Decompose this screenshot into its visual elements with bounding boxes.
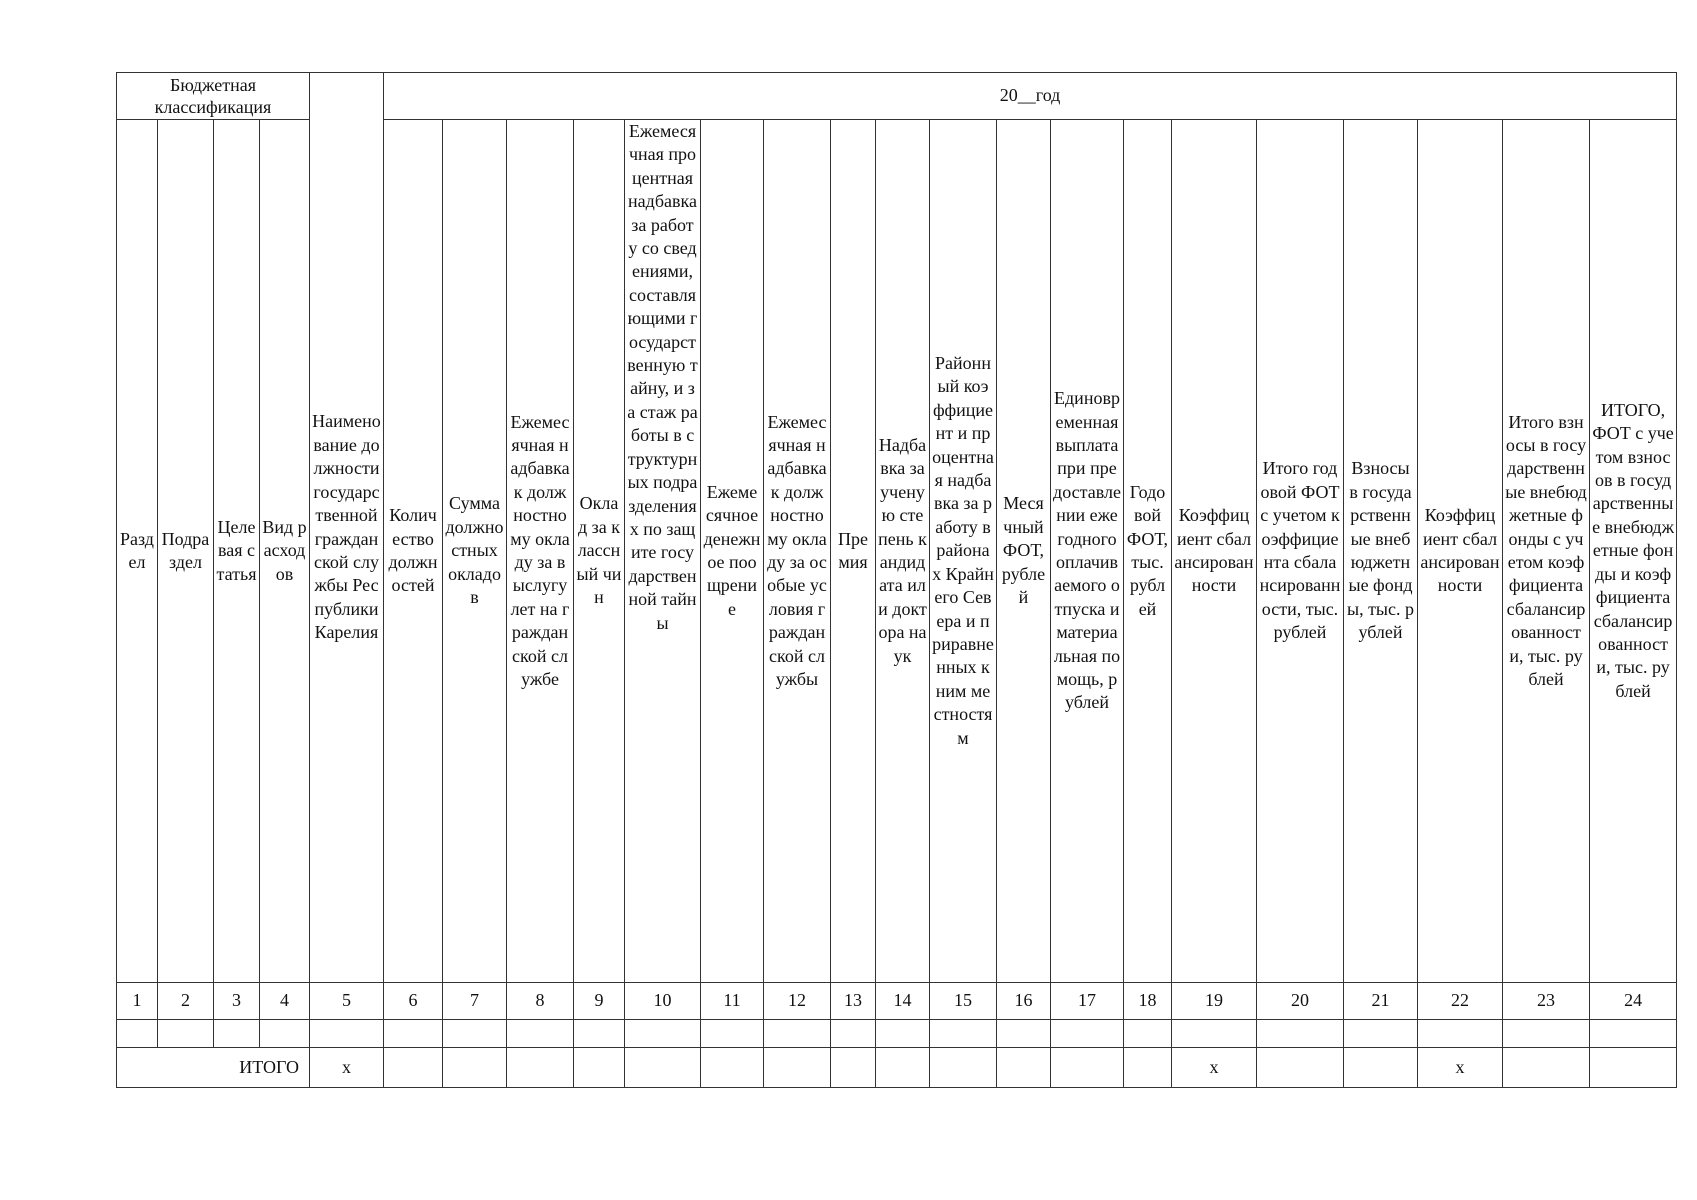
column-number: 18	[1124, 983, 1172, 1020]
column-number: 16	[997, 983, 1051, 1020]
header-col-10: Ежемесячная процентная надбавка за работу со сведениями, составляющими государственную тайну, и за стаж работы в структурных подразделениях по защите государственной тайны	[625, 120, 701, 983]
table-cell	[1124, 1020, 1172, 1048]
total-col-5: х	[310, 1048, 384, 1088]
table-cell	[574, 1020, 625, 1048]
table-cell	[764, 1020, 831, 1048]
table-cell	[831, 1020, 876, 1048]
table-cell	[1590, 1048, 1677, 1088]
table-cell	[831, 1048, 876, 1088]
header-col-14: Надбавка за ученую степень кандидата или доктора наук	[876, 120, 930, 983]
budget-table	[116, 72, 1677, 1088]
table-cell	[507, 1048, 574, 1088]
table-cell	[930, 1048, 997, 1088]
column-number: 12	[764, 983, 831, 1020]
header-col-21: Взносы в государственные внебюджетные фонды, тыс. рублей	[1344, 120, 1418, 983]
column-number: 2	[158, 983, 214, 1020]
table-cell	[1418, 1020, 1503, 1048]
header-col-18: Годовой ФОТ, тыс. рублей	[1124, 120, 1172, 983]
header-col-5: Наименование должности государственной гражданской службы Республики Карелия	[310, 73, 384, 983]
header-col-17: Единовременная выплата при предоставлении ежегодного оплачиваемого отпуска и материальная помощь, рублей	[1051, 120, 1124, 983]
column-number: 8	[507, 983, 574, 1020]
header-col-24: ИТОГО, ФОТ с учетом взносов в государственные внебюджетные фонды и коэффициента сбалансированности, тыс. рублей	[1590, 120, 1677, 983]
table-cell	[507, 1020, 574, 1048]
column-number: 5	[310, 983, 384, 1020]
table-cell	[876, 1020, 930, 1048]
header-col-2: Подраздел	[158, 120, 214, 983]
table-cell	[1051, 1020, 1124, 1048]
table-cell	[574, 1048, 625, 1088]
table-cell	[158, 1020, 214, 1048]
table-cell	[384, 1020, 443, 1048]
header-col-3: Целевая статья	[214, 120, 260, 983]
column-number: 7	[443, 983, 507, 1020]
table-cell	[443, 1020, 507, 1048]
column-number: 23	[1503, 983, 1590, 1020]
header-col-12: Ежемесячная надбавка к должностному окладу за особые условия гражданской службы	[764, 120, 831, 983]
table-cell	[997, 1048, 1051, 1088]
header-col-9: Оклад за классный чин	[574, 120, 625, 983]
budget-classification-header: Бюджетная классификация	[117, 73, 310, 120]
column-number: 14	[876, 983, 930, 1020]
column-number: 19	[1172, 983, 1257, 1020]
column-number: 6	[384, 983, 443, 1020]
column-number: 21	[1344, 983, 1418, 1020]
column-number: 15	[930, 983, 997, 1020]
header-col-7: Сумма должностных окладов	[443, 120, 507, 983]
total-label: ИТОГО	[117, 1048, 310, 1088]
column-number: 24	[1590, 983, 1677, 1020]
table-cell	[1172, 1020, 1257, 1048]
table-cell	[1503, 1048, 1590, 1088]
table-cell	[625, 1020, 701, 1048]
column-number: 13	[831, 983, 876, 1020]
table-cell	[1503, 1020, 1590, 1048]
column-number: 20	[1257, 983, 1344, 1020]
table-cell	[625, 1048, 701, 1088]
column-number: 1	[117, 983, 158, 1020]
header-col-23: Итого взносы в государственные внебюджетные фонды с учетом коэффициента сбалансированности, тыс. рублей	[1503, 120, 1590, 983]
table-cell	[260, 1020, 310, 1048]
table-cell	[214, 1020, 260, 1048]
table-cell	[1344, 1048, 1418, 1088]
header-col-1: Раздел	[117, 120, 158, 983]
table-cell	[117, 1020, 158, 1048]
table-cell	[1257, 1020, 1344, 1048]
total-row	[117, 1048, 1677, 1088]
table-cell	[384, 1048, 443, 1088]
table-cell	[1051, 1048, 1124, 1088]
table-cell	[443, 1048, 507, 1088]
header-col-22: Коэффициент сбалансированности	[1418, 120, 1503, 983]
header-col-4: Вид расходов	[260, 120, 310, 983]
header-col-19: Коэффициент сбалансированности	[1172, 120, 1257, 983]
empty-data-row	[117, 1020, 1677, 1048]
table-cell	[1590, 1020, 1677, 1048]
header-col-20: Итого годовой ФОТ с учетом коэффициента сбалансированности, тыс. рублей	[1257, 120, 1344, 983]
table-cell	[1344, 1020, 1418, 1048]
header-col-11: Ежемесячное денежное поощрение	[701, 120, 764, 983]
column-number: 22	[1418, 983, 1503, 1020]
year-header: 20__год	[384, 73, 1677, 120]
header-col-15: Районный коэффициент и процентная надбавка за работу в районах Крайнего Севера и приравненных к ним местностям	[930, 120, 997, 983]
header-col-6: Количество должностей	[384, 120, 443, 983]
table-cell	[876, 1048, 930, 1088]
table-cell	[997, 1020, 1051, 1048]
header-col-16: Месячный ФОТ, рублей	[997, 120, 1051, 983]
total-col-22: х	[1418, 1048, 1503, 1088]
header-col-8: Ежемесячная надбавка к должностному окладу за выслугу лет на гражданской службе	[507, 120, 574, 983]
table-cell	[1257, 1048, 1344, 1088]
header-row-groups	[117, 73, 1677, 120]
column-number: 9	[574, 983, 625, 1020]
table-cell	[701, 1048, 764, 1088]
table-cell	[310, 1020, 384, 1048]
header-col-13: Премия	[831, 120, 876, 983]
column-number: 10	[625, 983, 701, 1020]
table-cell	[764, 1048, 831, 1088]
column-number-row	[117, 983, 1677, 1020]
column-number: 17	[1051, 983, 1124, 1020]
column-number: 3	[214, 983, 260, 1020]
table-cell	[701, 1020, 764, 1048]
column-number: 11	[701, 983, 764, 1020]
table-cell	[930, 1020, 997, 1048]
table-cell	[1124, 1048, 1172, 1088]
column-number: 4	[260, 983, 310, 1020]
total-col-19: х	[1172, 1048, 1257, 1088]
